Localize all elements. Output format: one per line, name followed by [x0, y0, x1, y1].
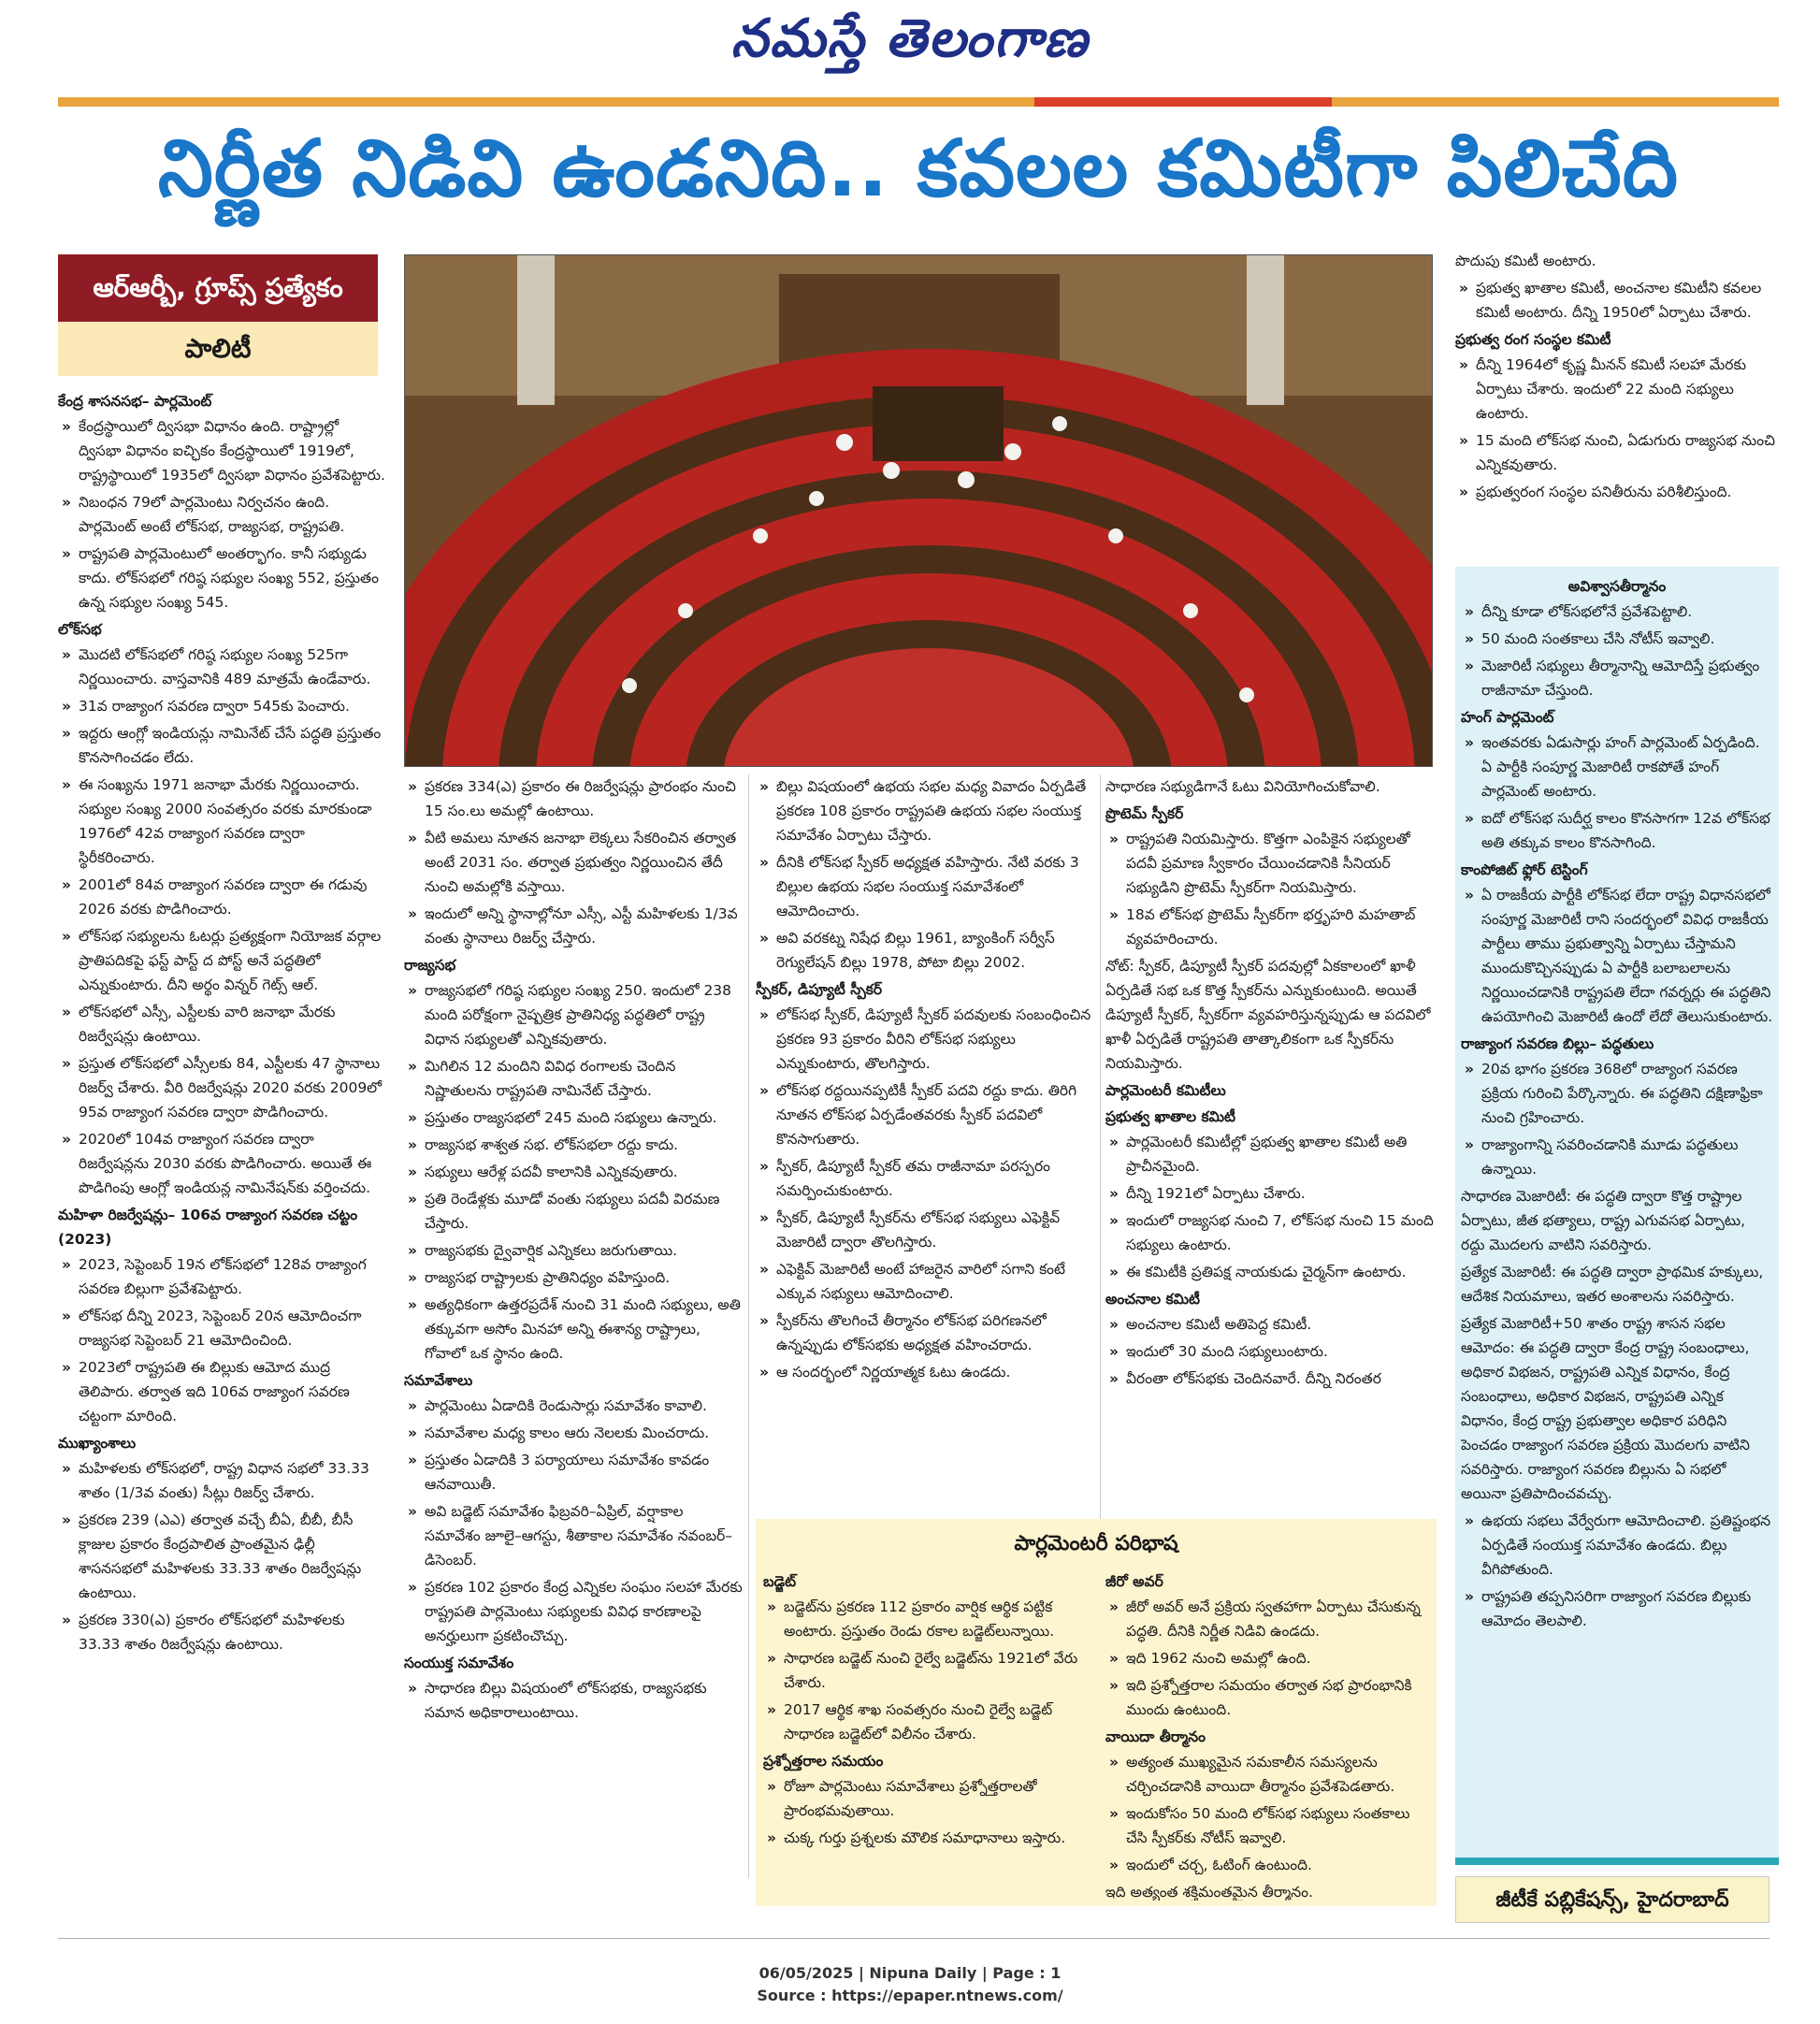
bullet: » ప్రకరణ 330(ఎ) ప్రకారం లోక్‌సభలో మహిళలకు 33.33 శాతం రిజర్వేషన్లు ఉంటాయి.: [58, 1608, 385, 1656]
source-footer: [0, 1962, 1820, 2007]
column-2: [404, 774, 743, 1921]
bullet: » ప్రకరణ 334(ఎ) ప్రకారం ఈ రిజర్వేషన్లు ప్రారంభం నుంచి 15 సం.లు అమల్లో ఉంటాయి.: [404, 774, 743, 823]
bullet: » స్పీకర్‌ను తొలగించే తీర్మానం లోక్‌సభ పరిగణనలో ఉన్నప్పుడు లోక్‌సభకు అధ్యక్షత వహించరాదు.: [756, 1308, 1094, 1357]
subheading: రాజ్యసభ: [404, 957, 456, 974]
bullet: » ఇద్దరు ఆంగ్లో ఇండియన్లు నామినేట్ చేసే పద్ధతి ప్రస్తుతం కొనసాగించడం లేదు.: [58, 721, 385, 770]
bullet: » ప్రకరణ 239 (ఎఎ) తర్వాత వచ్చే బీఏ, బీబీ, బీసీ క్లాజుల ప్రకారం కేంద్రపాలిత ప్రాంతమైన ఢిల్లీ శాసనసభలో మహిళలకు 33.33 శాతం రిజర్వేషన్లు ఉంటాయి.: [58, 1508, 385, 1605]
subheading: కాంపోజిట్ ఫ్లోర్ టెస్టింగ్: [1461, 861, 1588, 878]
subheading: లోక్‌సభ: [58, 621, 102, 638]
bullet: » రోజూ పార్లమెంటు సమావేశాలు ప్రశ్నోత్తరాలతో ప్రారంభమవుతాయి.: [763, 1774, 1096, 1823]
headline: నిర్ణీత నిడివి ఉండనిది.. కవలల కమిటీగా పిలిచేది: [157, 123, 1680, 214]
bullet: » ప్రస్తుత లోక్‌సభలో ఎస్సీలకు 84, ఎస్టీలకు 47 స్థానాలు రిజర్వ్ చేశారు. వీరి రిజర్వేషన్లు 2020 వరకు 2009లో 95వ రాజ్యాంగ సవరణ ద్వారా పొడిగించారు.: [58, 1051, 385, 1124]
bullet: » లోక్‌సభ సభ్యులను ఓటర్లు ప్రత్యక్షంగా నియోజక వర్గాల ప్రాతిపదికపై ఫస్ట్ పాస్ట్ ద పోస్ట్ అనే పద్ధతిలో ఎన్నుకుంటారు. దీని అర్థం విన్నర్ గెట్స్ ఆల్.: [58, 924, 385, 997]
top-rule: [58, 97, 1779, 107]
bullet: » స్పీకర్, డిప్యూటీ స్పీకర్‌ను లోక్‌సభ సభ్యులు ఎఫెక్టివ్ మెజారిటీ ద్వారా తొలగిస్తారు.: [756, 1206, 1094, 1254]
bullet: » ప్రతి రెండేళ్లకు మూడో వంతు సభ్యులు పదవీ విరమణ చేస్తారు.: [404, 1187, 743, 1236]
paragraph: ప్రత్యేక మెజారిటీ+50 శాతం రాష్ట్ర శాసన సభల ఆమోదం: ఈ పద్ధతి ద్వారా కేంద్ర రాష్ట్ర సంబంధాలు, అధికార విభజన, రాష్ట్రపతి ఎన్నిక విధానం, కేంద్ర సంబంధాలు, అధికార విభజన, రాష్ట్రపతి ఎన్నిక విధానం, కేంద్ర రాష్ట్ర ప్రభుత్వాల అధికార పరిధిని పెంచడం రాజ్యాంగ సవరణ ప్రక్రియ మొదలగు వాటిని సవరిస్తారు. రాజ్యాంగ సవరణ బిల్లును ఏ సభలో అయినా ప్రతిపాదించవచ్చు.: [1461, 1315, 1750, 1502]
bullet: » రాష్ట్రపతి పార్లమెంటులో అంతర్భాగం. కానీ సభ్యుడు కాదు. లోక్‌సభలో గరిష్ఠ సభ్యుల సంఖ్య 552, ప్రస్తుతం ఉన్న సభ్యుల సంఖ్య 545.: [58, 542, 385, 614]
bullet: » మొదటి లోక్‌సభలో గరిష్ఠ సభ్యుల సంఖ్య 525గా నిర్ణయించారు. వాస్తవానికి 489 మాత్రమే ఉండేవారు.: [58, 643, 385, 691]
bullet: » అత్యధికంగా ఉత్తరప్రదేశ్ నుంచి 31 మంది సభ్యులు, అతి తక్కువగా అసోం మినహా అన్ని ఈశాన్య రాష్ట్రాలు, గోవాలో ఒక స్థానం ఉంది.: [404, 1293, 743, 1366]
glossary-title: పార్లమెంటరీ పరిభాష: [1014, 1532, 1178, 1555]
footer-date-line: 06/05/2025 | Nipuna Daily | Page : 1: [758, 1964, 1062, 1982]
bullet: » కేంద్రస్థాయిలో ద్విసభా విధానం ఉంది. రాష్ట్రాల్లో ద్విసభా విధానం ఐచ్ఛికం కేంద్రస్థాయిలో 1919లో, రాష్ట్రస్థాయిలో 1935లో ద్విసభా విధానం ప్రవేశపెట్టారు.: [58, 414, 385, 487]
bullet: » ప్రస్తుతం ఏడాదికి 3 పర్యాయాలు సమావేశం కావడం ఆనవాయితీ.: [404, 1448, 743, 1496]
bullet: » ఎఫెక్టివ్ మెజారిటీ అంటే హాజరైన వారిలో సగాని కంటే ఎక్కువ సభ్యులు ఆమోదించాలి.: [756, 1257, 1094, 1306]
bullet: » లోక్‌సభ దీన్ని 2023, సెప్టెంబర్ 20న ఆమోదించగా రాజ్యసభ సెప్టెంబర్ 21 ఆమోదించింది.: [58, 1304, 385, 1352]
subheading: ముఖ్యాంశాలు: [58, 1435, 137, 1452]
bullet: » బిల్లు విషయంలో ఉభయ సభల మధ్య వివాదం ఏర్పడితే ప్రకరణ 108 ప్రకారం రాష్ట్రపతి ఉభయ సభల సంయుక్త సమావేశం ఏర్పాటు చేస్తారు.: [756, 774, 1094, 847]
masthead-title: నమస్తే తెలంగాణ: [730, 7, 1090, 69]
bullet: » అంచనాల కమిటీ అతిపెద్ద కమిటీ.: [1105, 1312, 1444, 1337]
subheading: పార్లమెంటరీ కమిటీలు: [1105, 1082, 1226, 1099]
bullet: » రాష్ట్రపతి తప్పనిసరిగా రాజ్యాంగ సవరణ బిల్లుకు ఆమోదం తెలపాలి.: [1461, 1584, 1773, 1633]
subheading: జీరో అవర్: [1105, 1573, 1163, 1590]
bullet: » దీన్ని కూడా లోక్‌సభలోనే ప్రవేశపెట్టాలి.: [1461, 600, 1773, 624]
subheading: ప్రభుత్వ రంగ సంస్థల కమిటీ: [1455, 331, 1611, 348]
glossary-left: [763, 1568, 1096, 1901]
note: నోట్: స్పీకర్, డిప్యూటీ స్పీకర్ పదవుల్లో ఏకకాలంలో ఖాళీ ఏర్పడితే సభ ఒక కొత్త స్పీకర్‌ను ఎన్నుకుంటుంది. అయితే డిప్యూటీ స్పీకర్, స్పీకర్‌గా వ్యవహరిస్తున్నప్పుడు ఆ పదవిలో ఖాళీ ఏర్పడితే రాష్ట్రపతి తాత్కాలికంగా ఒక స్పీకర్‌ను నియమిస్తారు.: [1105, 958, 1431, 1072]
masthead: [0, 7, 1820, 90]
bullet: » మెజారిటీ సభ్యులు తీర్మానాన్ని ఆమోదిస్తే ప్రభుత్వం రాజీనామా చేస్తుంది.: [1461, 654, 1773, 702]
bullet: » దీన్ని 1921లో ఏర్పాటు చేశారు.: [1105, 1181, 1444, 1206]
bullet: » పార్లమెంటు ఏడాదికి రెండుసార్లు సమావేశం కావాలి.: [404, 1394, 743, 1418]
bullet: » ఐదో లోక్‌సభ సుదీర్ఘ కాలం కొనసాగగా 12వ లోక్‌సభ అతి తక్కువ కాలం కొనసాగింది.: [1461, 806, 1773, 855]
bullet: » 20వ భాగం ప్రకరణ 368లో రాజ్యాంగ సవరణ ప్రక్రియ గురించి పేర్కొన్నారు. ఈ పద్ధతిని దక్షిణాఫ్రికా నుంచి గ్రహించారు.: [1461, 1057, 1773, 1130]
bullet: » 2017 ఆర్థిక శాఖ సంవత్సరం నుంచి రైల్వే బడ్జెట్ సాధారణ బడ్జెట్‌లో విలీనం చేశారు.: [763, 1698, 1096, 1746]
subheading: బడ్జెట్: [763, 1573, 797, 1590]
bullet: » ఇంతవరకు ఏడుసార్లు హంగ్ పార్లమెంట్ ఏర్పడింది. ఏ పార్టీకి సంపూర్ణ మెజారిటీ రాకపోతే హంగ్ పార్లమెంట్ అంటారు.: [1461, 730, 1773, 803]
bullet: » మిగిలిన 12 మందిని వివిధ రంగాలకు చెందిన నిష్ణాతులను రాష్ట్రపతి నామినేట్ చేస్తారు.: [404, 1054, 743, 1103]
subheading: అంచనాల కమిటీ: [1105, 1291, 1200, 1308]
paragraph: సాధారణ సభ్యుడిగానే ఓటు వినియోగించుకోవాలి.: [1105, 778, 1380, 795]
bullet: » 2020లో 104వ రాజ్యాంగ సవరణ ద్వారా రిజర్వేషన్లను 2030 వరకు పొడిగించారు. అయితే ఈ పొడిగింపు ఆంగ్లో ఇండియన్ల నామినేషన్‌కు వర్తించదు.: [58, 1127, 385, 1200]
parliament-photo: [404, 254, 1433, 767]
divider: [748, 774, 749, 1878]
section-title: పాలిటీ: [58, 322, 378, 376]
column-3: [756, 774, 1094, 1513]
footer-source-link[interactable]: Source : https://epaper.ntnews.com/: [757, 1987, 1063, 2004]
bullet: » 15 మంది లోక్‌సభ నుంచి, ఏడుగురు రాజ్యసభ నుంచి ఎన్నికవుతారు.: [1455, 428, 1779, 477]
bullet: » ఈ సంఖ్యను 1971 జనాభా మేరకు నిర్ణయించారు. సభ్యుల సంఖ్య 2000 సంవత్సరం వరకు మారకుండా 1976లో 42వ రాజ్యాంగ సవరణ ద్వారా స్థిరీకరించారు.: [58, 773, 385, 870]
bullet: » స్పీకర్, డిప్యూటీ స్పీకర్ తమ రాజీనామా పరస్పరం సమర్పించుకుంటారు.: [756, 1154, 1094, 1203]
bullet: » లోక్‌సభలో ఎస్సీ, ఎస్టీలకు వారి జనాభా మేరకు రిజర్వేషన్లు ఉంటాయి.: [58, 1000, 385, 1048]
paragraph: ఇది అత్యంత శక్తిమంతమైన తీర్మానం.: [1105, 1884, 1313, 1901]
subheading: రాజ్యాంగ సవరణ బిల్లు– పద్ధతులు: [1461, 1035, 1654, 1052]
bullet: » 50 మంది సంతకాలు చేసి నోటీస్ ఇవ్వాలి.: [1461, 627, 1773, 651]
bullet: » జీరో అవర్ అనే ప్రక్రియ స్వతహాగా ఏర్పాటు చేసుకున్న పద్ధతి. దీనికి నిర్ణీత నిడివి ఉండదు.: [1105, 1595, 1435, 1643]
bullet: » ఆ సందర్భంలో నిర్ణయాత్మక ఓటు ఉండదు.: [756, 1360, 1094, 1384]
bullet: » నిబంధన 79లో పార్లమెంటు నిర్వచనం ఉంది. పార్లమెంట్ అంటే లోక్‌సభ, రాజ్యసభ, రాష్ట్రపతి.: [58, 490, 385, 539]
bullet: » అత్యంత ముఖ్యమైన సమకాలీన సమస్యలను చర్చించడానికి వాయిదా తీర్మానం ప్రవేశపెడతారు.: [1105, 1750, 1435, 1799]
paragraph: ప్రత్యేక మెజారిటీ: ఈ పద్ధతి ద్వారా ప్రాథమిక హక్కులు, ఆదేశిక నియమాలు, ఇతర అంశాలను సవరిస్తారు.: [1461, 1264, 1764, 1305]
bullet: » ఇందులో 30 మంది సభ్యులుంటారు.: [1105, 1339, 1444, 1364]
bullet: » రాజ్యసభ రాష్ట్రాలకు ప్రాతినిధ్యం వహిస్తుంది.: [404, 1265, 743, 1290]
bullet: » లోక్‌సభ రద్దయినప్పటికీ స్పీకర్ పదవి రద్దు కాదు. తిరిగి నూతన లోక్‌సభ ఏర్పడేంతవరకు స్పీకర్ పదవిలో కొనసాగుతారు.: [756, 1078, 1094, 1151]
bullet: » రాజ్యసభకు ద్వైవార్షిక ఎన్నికలు జరుగుతాయి.: [404, 1238, 743, 1263]
subheading: సమావేశాలు: [404, 1372, 473, 1389]
bullet: » రాష్ట్రపతి నియమిస్తారు. కొత్తగా ఎంపికైన సభ్యులతో పదవీ ప్రమాణ స్వీకారం చేయించడానికి సీనియర్ సభ్యుడిని ప్రొటెమ్ స్పీకర్‌గా నియమిస్తారు.: [1105, 827, 1444, 900]
bullet: » రాజ్యాంగాన్ని సవరించడానికి మూడు పద్ధతులు ఉన్నాయి.: [1461, 1133, 1773, 1181]
bullet: » 2023లో రాష్ట్రపతి ఈ బిల్లుకు ఆమోద ముద్ర తెలిపారు. తర్వాత ఇది 106వ రాజ్యాంగ సవరణ చట్టంగా మారింది.: [58, 1355, 385, 1428]
bullet: » 2001లో 84వ రాజ్యాంగ సవరణ ద్వారా ఈ గడువు 2026 వరకు పొడిగించారు.: [58, 873, 385, 921]
bullet: » లోక్‌సభ స్పీకర్, డిప్యూటీ స్పీకర్ పదవులకు సంబంధించిన ప్రకరణ 93 ప్రకారం వీరిని లోక్‌సభ సభ్యులు ఎన్నుకుంటారు, తొలగిస్తారు.: [756, 1003, 1094, 1076]
bullet: » వీరంతా లోక్‌సభకు చెందినవారే. దీన్ని నిరంతర: [1105, 1366, 1444, 1391]
subheading: వాయిదా తీర్మానం: [1105, 1728, 1206, 1745]
bullet: » చుక్క గుర్తు ప్రశ్నలకు మౌలిక సమాధానాలు ఇస్తారు.: [763, 1826, 1096, 1850]
bullet: » ఇది 1962 నుంచి అమల్లో ఉంది.: [1105, 1646, 1435, 1670]
bullet: » ప్రభుత్వ ఖాతాల కమిటీ, అంచనాల కమిటీని కవలల కమిటీ అంటారు. దీన్ని 1950లో ఏర్పాటు చేశారు.: [1455, 276, 1779, 325]
publisher-box: జీటీకే పబ్లికేషన్స్, హైదరాబాద్: [1455, 1876, 1769, 1923]
bullet: » ఇందులో చర్చ, ఓటింగ్ ఉంటుంది.: [1105, 1853, 1435, 1877]
bullet: » ప్రకరణ 102 ప్రకారం కేంద్ర ఎన్నికల సంఘం సలహా మేరకు రాష్ట్రపతి పార్లమెంటు సభ్యులకు వివిధ కారణాలపై అనర్హులుగా ప్రకటించొచ్చు.: [404, 1575, 743, 1648]
box-title: అవిశ్వాసతీర్మానం: [1567, 578, 1667, 595]
bullet: » ఇది ప్రశ్నోత్తరాల సమయం తర్వాత సభ ప్రారంభానికి ముందు ఉంటుంది.: [1105, 1673, 1435, 1722]
bullet: » దీనికి లోక్‌సభ స్పీకర్ అధ్యక్షత వహిస్తారు. నేటి వరకు 3 బిల్లుల ఉభయ సభల సంయుక్త సమావేశంలో ఆమోదించారు.: [756, 850, 1094, 923]
bullet: » దీన్ని 1964లో కృష్ణ మీనన్ కమిటీ సలహా మేరకు ఏర్పాటు చేశారు. ఇందులో 22 మంది సభ్యులు ఉంటారు.: [1455, 353, 1779, 426]
bullet: » ఈ కమిటీకి ప్రతిపక్ష నాయకుడు చైర్మన్‌గా ఉంటారు.: [1105, 1260, 1444, 1284]
bullet: » ప్రస్తుతం రాజ్యసభలో 245 మంది సభ్యులు ఉన్నారు.: [404, 1106, 743, 1130]
bullet: » ప్రభుత్వరంగ సంస్థల పనితీరును పరిశీలిస్తుంది.: [1455, 480, 1779, 504]
paragraph: పొదుపు కమిటీ అంటారు.: [1455, 253, 1596, 269]
bullet: » అవి వరకట్న నిషేధ బిల్లు 1961, బ్యాంకింగ్ సర్వీస్ రెగ్యులేషన్ బిల్లు 1978, పోటా బిల్లు 2002.: [756, 926, 1094, 975]
glossary-right: [1105, 1568, 1435, 1901]
subheading: ప్రొటెమ్ స్పీకర్: [1105, 805, 1184, 822]
subheading: ప్రభుత్వ ఖాతాల కమిటీ: [1105, 1108, 1235, 1125]
bullet: » ఇందులో రాజ్యసభ నుంచి 7, లోక్‌సభ నుంచి 15 మంది సభ్యులు ఉంటారు.: [1105, 1208, 1444, 1257]
subheading: హంగ్ పార్లమెంట్: [1461, 709, 1554, 726]
column-4: [1105, 774, 1444, 1513]
subheading: కేంద్ర శాసనసభ– పార్లమెంట్: [58, 393, 212, 410]
subheading: స్పీకర్, డిప్యూటీ స్పీకర్: [756, 981, 883, 998]
bullet: » ఇందులో అన్ని స్థానాల్లోనూ ఎస్సీ, ఎస్టీ మహిళలకు 1/3వ వంతు స్థానాలు రిజర్వ్ చేస్తారు.: [404, 902, 743, 950]
bullet: » ఏ రాజకీయ పార్టీకి లోక్‌సభ లేదా రాష్ట్ర విధానసభలో సంపూర్ణ మెజారిటీ రాని సందర్భంలో వివిధ రాజకీయ పార్టీలు తాము ప్రభుత్వాన్ని ఏర్పాటు చేస్తామని ముందుకొచ్చినప్పుడు ఏ పార్టీకి బలాబలాలను నిర్ణయించడానికి రాష్ట్రపతి లేదా గవర్నర్లు ఈ పద్ధతిని ఉపయోగించి మెజారిటీ ఉందో లేదో తెలుసుకుంటారు.: [1461, 883, 1773, 1029]
bullet: » వీటి అమలు నూతన జనాభా లెక్కలు సేకరించిన తర్వాత అంటే 2031 సం. తర్వాత ప్రభుత్వం నిర్ణయించిన తేదీ నుంచి అమల్లోకి వస్తాయి.: [404, 826, 743, 899]
bullet: » ఉభయ సభలు వేర్వేరుగా ఆమోదించాలి. ప్రతిష్టంభన ఏర్పడితే సంయుక్త సమావేశం ఉండదు. బిల్లు వీగిపోతుంది.: [1461, 1509, 1773, 1582]
column-5-top: [1455, 249, 1779, 557]
tag-box: ఆర్ఆర్బీ, గ్రూప్స్ ప్రత్యేకం: [58, 254, 378, 322]
bullet: » సాధారణ బిల్లు విషయంలో లోక్‌సభకు, రాజ్యసభకు సమాన అధికారాలుంటాయి.: [404, 1676, 743, 1725]
paragraph: సాధారణ మెజారిటీ: ఈ పద్ధతి ద్వారా కొత్త రాష్ట్రాల ఏర్పాటు, జీత భత్యాలు, రాష్ట్ర ఎగువసభ ఏర్పాటు, రద్దు మొదలగు వాటిని సవరిస్తారు.: [1461, 1188, 1746, 1253]
bullet: » 31వ రాజ్యాంగ సవరణ ద్వారా 545కు పెంచారు.: [58, 694, 385, 718]
bullet: » మహిళలకు లోక్‌సభలో, రాష్ట్ర విధాన సభలో 33.33 శాతం (1/3వ వంతు) సీట్లు రిజర్వ్ చేశారు.: [58, 1456, 385, 1505]
bullet: » రాజ్యసభ శాశ్వత సభ. లోక్‌సభలా రద్దు కాదు.: [404, 1133, 743, 1157]
column-5-box: [1461, 572, 1773, 1859]
bullet: » సమావేశాల మధ్య కాలం ఆరు నెలలకు మించరాదు.: [404, 1421, 743, 1445]
bullet: » పార్లమెంటరీ కమిటీల్లో ప్రభుత్వ ఖాతాల కమిటీ అతి ప్రాచీనమైంది.: [1105, 1130, 1444, 1178]
bullet: » రాజ్యసభలో గరిష్ఠ సభ్యుల సంఖ్య 250. ఇందులో 238 మంది పరోక్షంగా నైష్పత్రిక ప్రాతినిధ్య పద్ధతిలో రాష్ట్ర విధాన సభ్యులతో ఎన్నికవుతారు.: [404, 978, 743, 1051]
bullet: » 2023, సెప్టెంబర్ 19న లోక్‌సభలో 128వ రాజ్యాంగ సవరణ బిల్లుగా ప్రవేశపెట్టారు.: [58, 1252, 385, 1301]
bullet: » 18వ లోక్‌సభ ప్రొటెమ్ స్పీకర్‌గా భర్తృహరి మహతాబ్ వ్యవహరించారు.: [1105, 903, 1444, 951]
subheading: సంయుక్త సమావేశం: [404, 1655, 514, 1671]
bullet: » సభ్యులు ఆరేళ్ల పదవీ కాలానికి ఎన్నికవుతారు.: [404, 1160, 743, 1184]
bullet: » ఇందుకోసం 50 మంది లోక్‌సభ సభ్యులు సంతకాలు చేసి స్పీకర్‌కు నోటీస్ ఇవ్వాలి.: [1105, 1801, 1435, 1850]
bullet: » బడ్జెట్‌ను ప్రకరణ 112 ప్రకారం వార్షిక ఆర్థిక పట్టిక అంటారు. ప్రస్తుతం రెండు రకాల బడ్జెట్‌లున్నాయి.: [763, 1595, 1096, 1643]
column-1: [58, 387, 385, 1921]
bullet: » సాధారణ బడ్జెట్ నుంచి రైల్వే బడ్జెట్‌ను 1921లో వేరు చేశారు.: [763, 1646, 1096, 1695]
bottom-rule: [58, 1938, 1769, 1939]
subheading: మహిళా రిజర్వేషన్లు– 106వ రాజ్యాంగ సవరణ చట్టం (2023): [58, 1207, 358, 1248]
subheading: ప్రశ్నోత్తరాల సమయం: [763, 1753, 884, 1770]
bullet: » అవి బడ్జెట్ సమావేశం ఫిబ్రవరి–ఏప్రిల్, వర్షాకాల సమావేశం జూలై–ఆగస్టు, శీతాకాల సమావేశం నవంబర్–డిసెంబర్.: [404, 1499, 743, 1572]
